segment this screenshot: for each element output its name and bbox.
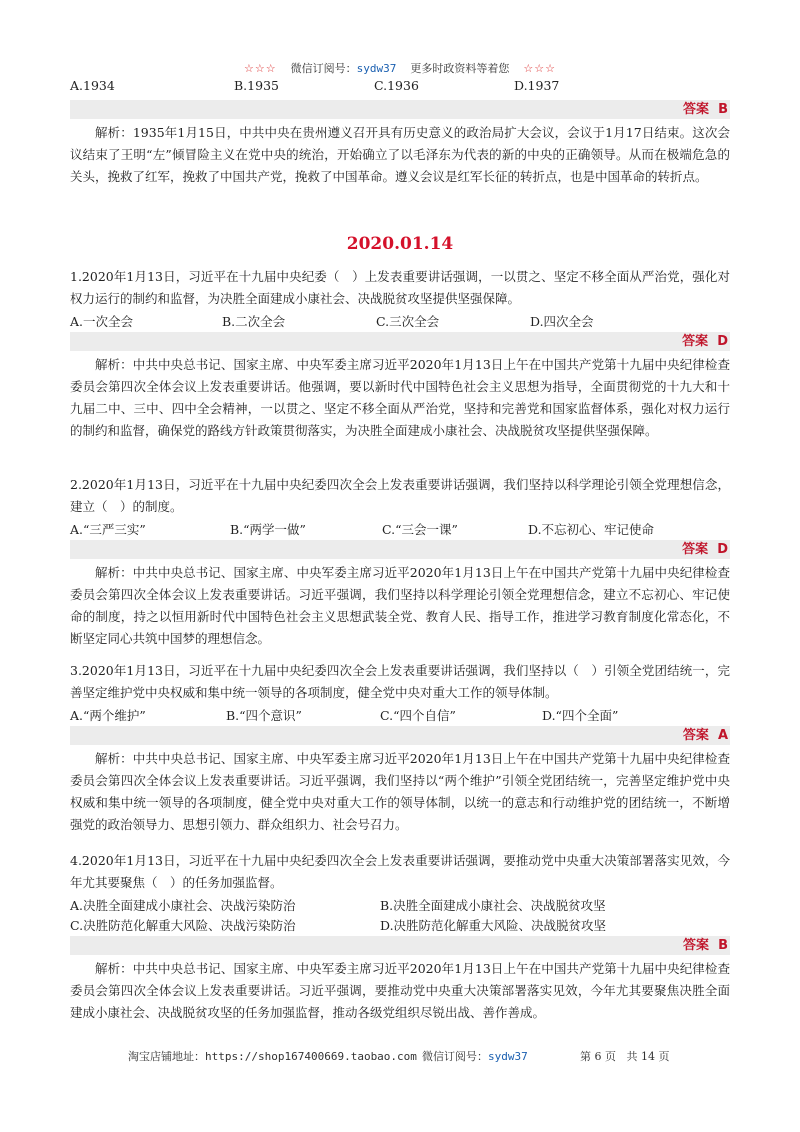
top-option-c: C.1936 xyxy=(374,78,419,93)
footer-total-pages: 共 14 页 xyxy=(626,1050,670,1063)
option-b: B.决胜全面建成小康社会、决战脱贫攻坚 xyxy=(380,898,606,913)
question-4-options-row-1 xyxy=(70,896,730,914)
answer-value: A xyxy=(717,728,728,743)
option-a: A.决胜全面建成小康社会、决战污染防治 xyxy=(70,898,296,913)
answer-value: B xyxy=(718,938,728,953)
answer-label: 答案 xyxy=(682,728,709,743)
question-2-answer-bar xyxy=(70,540,730,559)
option-c: C.决胜防范化解重大风险、决战污染防治 xyxy=(70,918,296,933)
question-2-explanation: 解析：中共中央总书记、国家主席、中央军委主席习近平2020年1月13日上午在中国共产党第十九届中央纪律检查委员会第四次全体会议上发表重要讲话。习近平强调，我们坚持以科学理论引领全党理想信念，建立不忘初心、牢记使命的制度，持之以恒用新时代中国特色社会主义思想武装全党、教育人民、指导工作，推进学习教育制度化常态化，不断坚定同心共筑中国梦的理想信念。 xyxy=(70,565,730,646)
answer-label: 答案 xyxy=(682,334,709,349)
option-c: C.“三会一课” xyxy=(382,522,458,537)
question-1-options xyxy=(70,312,730,330)
answer-value: B xyxy=(718,102,728,117)
footer-shop-url[interactable]: https://shop167400669.taobao.com xyxy=(205,1050,417,1063)
option-a: A.一次全会 xyxy=(70,314,134,329)
question-3-text: 3.2020年1月13日，习近平在十九届中央纪委四次全会上发表重要讲话强调，我们坚持以（ ）引领全党团结统一，完善坚定维护党中央权威和集中统一领导的各项制度，健全党中央对重大工作的领导体制。 xyxy=(70,663,730,700)
top-options xyxy=(70,78,730,96)
question-2-text: 2.2020年1月13日，习近平在十九届中央纪委四次全会上发表重要讲话强调，我们坚持以科学理论引领全党理想信念，建立（ ）的制度。 xyxy=(70,477,730,514)
header-tagline: 更多时政资料等着您 xyxy=(410,62,510,75)
option-b: B.“两学一做” xyxy=(230,522,306,537)
footer-page-number: 第 6 页 xyxy=(580,1050,616,1063)
option-a: A.“三严三实” xyxy=(70,522,146,537)
answer-label: 答案 xyxy=(682,542,709,557)
footer-shop-label: 淘宝店铺地址： xyxy=(128,1050,205,1063)
option-c: C.“四个自信” xyxy=(380,708,456,723)
question-4-options-row-2 xyxy=(70,916,730,934)
question-3-answer-bar xyxy=(70,726,730,745)
question-4-text: 4.2020年1月13日，习近平在十九届中央纪委四次全会上发表重要讲话强调，要推动党中央重大决策部署落实见效，今年尤其要聚焦（ ）的任务加强监督。 xyxy=(70,853,730,890)
option-d: D.四次全会 xyxy=(530,314,594,329)
question-1-explanation: 解析：中共中央总书记、国家主席、中央军委主席习近平2020年1月13日上午在中国共产党第十九届中央纪律检查委员会第四次全体会议上发表重要讲话。他强调，要以新时代中国特色社会主义思想为指导，全面贯彻党的十九大和十九届二中、三中、四中全会精神，一以贯之、坚定不移全面从严治党，坚持和完善党和国家监督体系，强化对权力运行的制约和监督，确保党的路线方针政策贯彻落实，为决胜全面建成小康社会、决战脱贫攻坚提供坚强保障。 xyxy=(70,357,730,438)
option-d: D.决胜防范化解重大风险、决战脱贫攻坚 xyxy=(380,918,607,933)
option-c: C.三次全会 xyxy=(376,314,440,329)
page-header xyxy=(0,60,800,76)
footer-shop xyxy=(128,1048,417,1064)
header-account: sydw37 xyxy=(356,62,397,75)
answer-label: 答案 xyxy=(683,938,710,953)
top-option-a: A.1934 xyxy=(70,78,115,93)
footer-wechat-account: sydw37 xyxy=(488,1050,528,1063)
top-option-b: B.1935 xyxy=(234,78,279,93)
section-date: 2020.01.14 xyxy=(346,234,454,254)
top-option-d: D.1937 xyxy=(514,78,560,93)
answer-value: D xyxy=(717,334,728,349)
top-explanation: 解析：1935年1月15日，中共中央在贵州遵义召开具有历史意义的政治局扩大会议，会议于1月17日结束。这次会议结束了王明“左”倾冒险主义在党中央的统治，开始确立了以毛泽东为代表的新的中央的正确领导。从而在极端危急的关头，挽救了红军，挽救了中国共产党，挽救了中国革命。遵义会议是红军长征的转折点，也是中国革命的转折点。 xyxy=(70,125,730,184)
question-3-explanation: 解析：中共中央总书记、国家主席、中央军委主席习近平2020年1月13日上午在中国共产党第十九届中央纪律检查委员会第四次全体会议上发表重要讲话。习近平强调，我们坚持以“两个维护”引领全党团结统一，完善坚定维护党中央权威和集中统一领导的各项制度，健全党中央对重大工作的领导体制，以统一的意志和行动维护党的团结统一，不断增强党的政治领导力、思想引领力、群众组织力、社会号召力。 xyxy=(70,751,730,832)
option-b: B.“四个意识” xyxy=(226,708,302,723)
header-stars-right: ☆☆☆ xyxy=(523,62,556,75)
option-b: B.二次全会 xyxy=(222,314,286,329)
footer-wechat-label: 微信订阅号： xyxy=(422,1050,488,1063)
option-d: D.“四个全面” xyxy=(542,708,619,723)
option-d: D.不忘初心、牢记使命 xyxy=(528,522,655,537)
header-label: 微信订阅号： xyxy=(290,62,357,75)
question-2-options xyxy=(70,520,730,538)
option-a: A.“两个维护” xyxy=(70,708,146,723)
footer-wechat xyxy=(422,1048,528,1064)
question-4-answer-bar xyxy=(70,936,730,955)
footer-page-info xyxy=(580,1048,670,1064)
question-4-explanation: 解析：中共中央总书记、国家主席、中央军委主席习近平2020年1月13日上午在中国共产党第十九届中央纪律检查委员会第四次全体会议上发表重要讲话。习近平强调，要推动党中央重大决策部署落实见效，今年尤其要聚焦决胜全面建成小康社会、决战脱贫攻坚的任务加强监督，推动各级党组织尽锐出战、善作善成。 xyxy=(70,961,730,1020)
top-answer-bar xyxy=(70,100,730,119)
header-stars-left: ☆☆☆ xyxy=(244,62,277,75)
question-1-text: 1.2020年1月13日，习近平在十九届中央纪委（ ）上发表重要讲话强调，一以贯之、坚定不移全面从严治党，强化对权力运行的制约和监督，为决胜全面建成小康社会、决战脱贫攻坚提供坚强保障。 xyxy=(70,269,730,306)
answer-label: 答案 xyxy=(683,102,710,117)
question-1-answer-bar xyxy=(70,332,730,351)
answer-value: D xyxy=(717,542,728,557)
question-3-options xyxy=(70,706,730,724)
